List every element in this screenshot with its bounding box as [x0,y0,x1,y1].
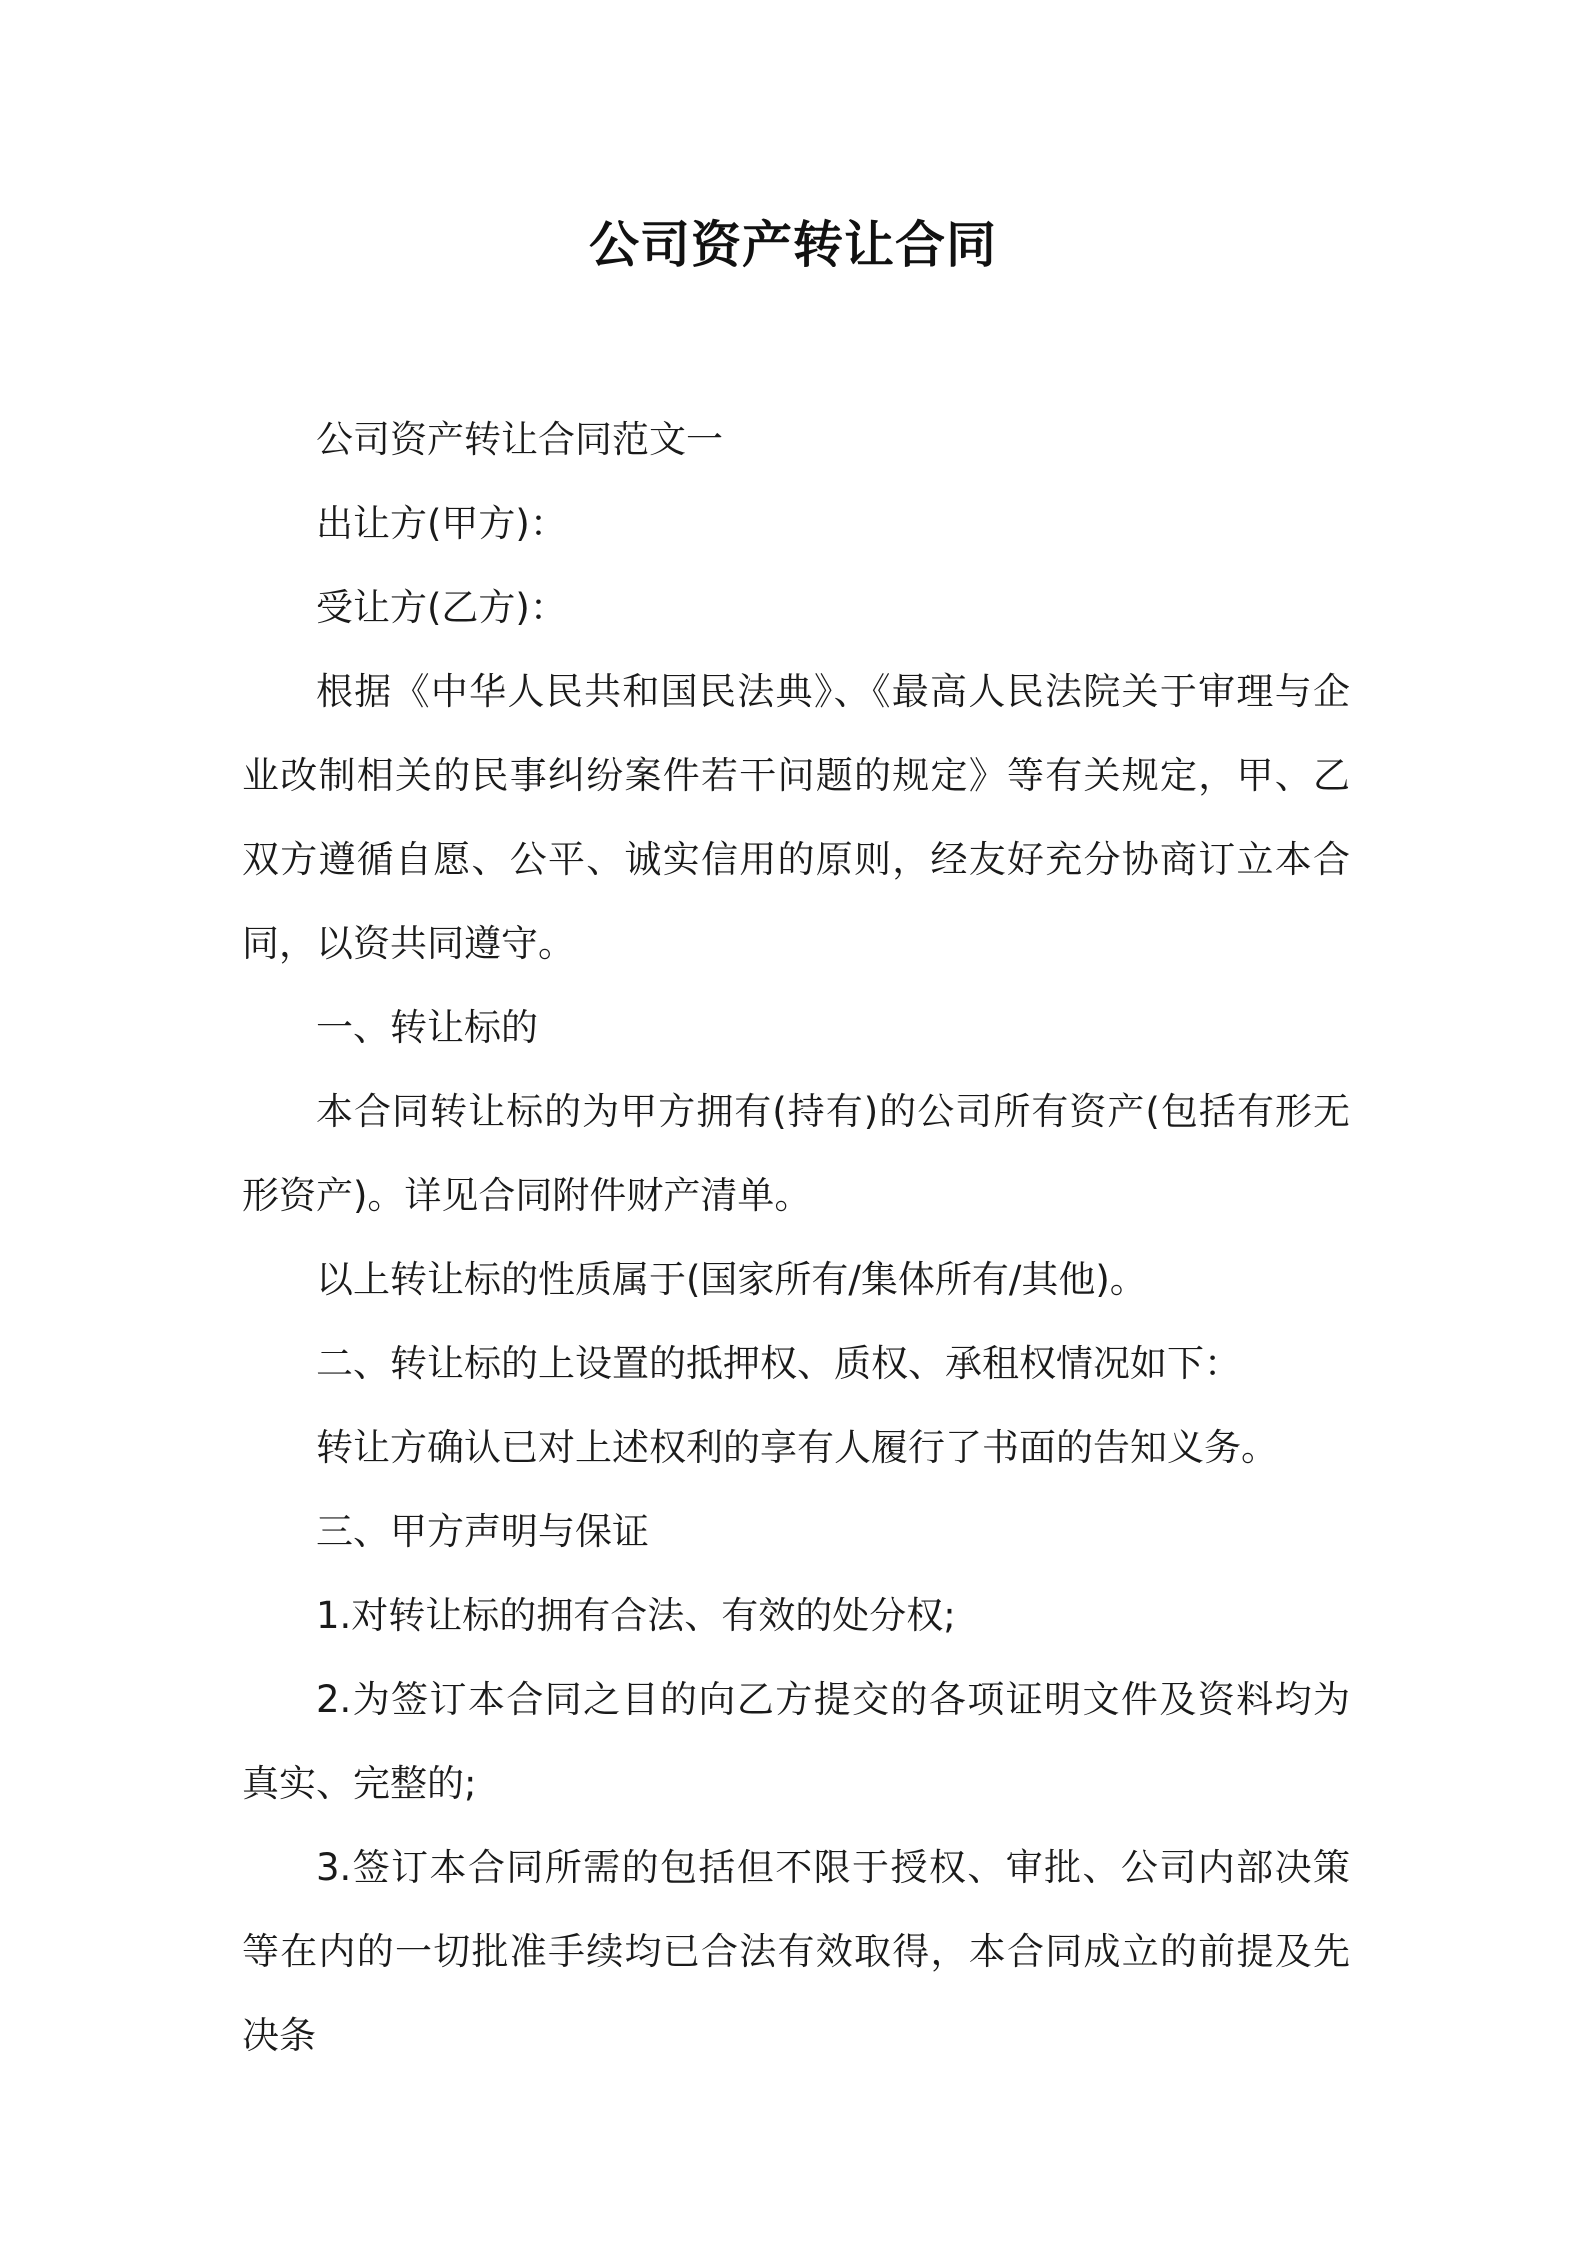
paragraph-notice-confirmation: 转让方确认已对上述权利的享有人履行了书面的告知义务。 [316,1426,1278,1469]
clause-item-2: 2.为签订本合同之目的向乙方提交的各项证明文件及资料均为真实、完整的; [242,1678,1350,1805]
section-heading-1: 一、转让标的 [316,1006,538,1049]
section-heading-3: 三、甲方声明与保证 [316,1510,649,1553]
clause-item-3: 3.签订本合同所需的包括但不限于授权、审批、公司内部决策等在内的一切批准手续均已合法有效取得，本合同成立的前提及先决条 [242,1846,1350,2057]
document-body [242,398,1350,2078]
paragraph-party-b: 受让方(乙方)： [316,586,567,629]
section-heading-2: 二、转让标的上设置的抵押权、质权、承租权情况如下： [316,1342,1241,1385]
paragraph-object-nature: 以上转让标的性质属于(国家所有/集体所有/其他)。 [316,1258,1147,1301]
paragraph-party-a: 出让方(甲方)： [316,502,567,545]
clause-item-1: 1.对转让标的拥有合法、有效的处分权; [316,1594,956,1637]
document-title: 公司资产转让合同 [589,216,997,274]
paragraph-subtitle: 公司资产转让合同范文一 [316,418,723,461]
paragraph-legal-basis: 根据《中华人民共和国民法典》、《最高人民法院关于审理与企业改制相关的民事纠纷案件若干问题的规定》等有关规定，甲、乙双方遵循自愿、公平、诚实信用的原则，经友好充分协商订立本合同，以资共同遵守。 [242,670,1350,965]
paragraph-transfer-object: 本合同转让标的为甲方拥有(持有)的公司所有资产(包括有形无形资产)。详见合同附件财产清单。 [242,1090,1350,1217]
